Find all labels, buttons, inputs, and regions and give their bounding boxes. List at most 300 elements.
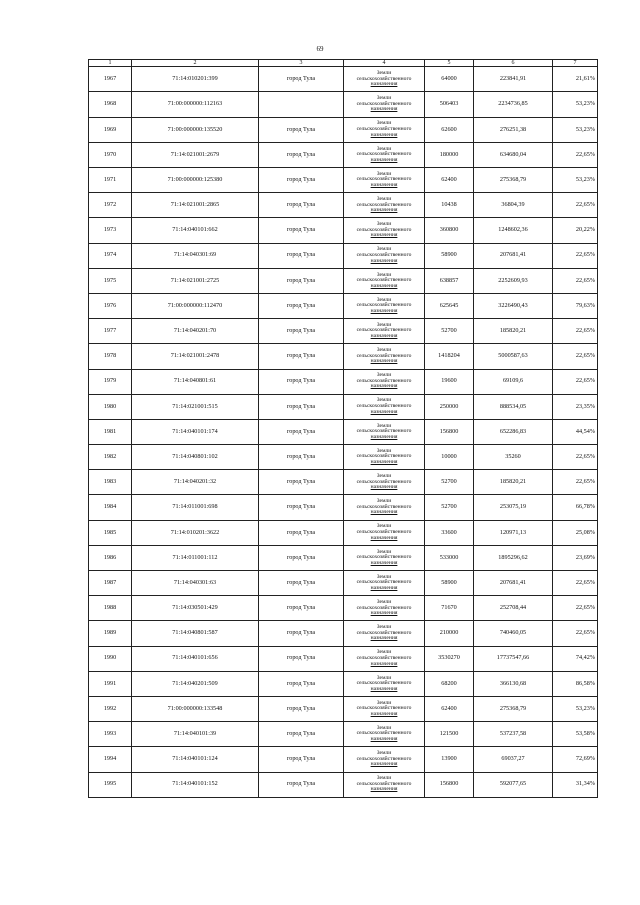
land-category-cell	[344, 495, 425, 520]
land-category-line: Земли	[376, 649, 392, 656]
area-cell: 62400	[425, 696, 474, 721]
cadastral-value-cell: 1248602,36	[474, 218, 553, 243]
cadastral-value-cell: 207681,41	[474, 243, 553, 268]
land-category-line: Земли	[376, 523, 392, 530]
land-category-line: назначения	[370, 736, 398, 743]
cadastral-value-cell: 36804,39	[474, 193, 553, 218]
area-cell: 210000	[425, 621, 474, 646]
cadastral-value-cell: 592077,65	[474, 772, 553, 797]
land-category-cell	[344, 344, 425, 369]
cadastral-number-cell: 71:14:021001:2865	[132, 193, 259, 218]
cadastral-number-cell: 71:14:040301:69	[132, 243, 259, 268]
land-category-line: назначения	[370, 106, 398, 113]
row-number-cell: 1968	[89, 92, 132, 117]
cadastral-value-cell: 69109,6	[474, 369, 553, 394]
table-row	[89, 117, 598, 142]
land-category-line: Земли	[376, 573, 392, 580]
land-category-line: назначения	[370, 282, 398, 289]
location-cell: город Тула	[259, 495, 344, 520]
percentage-cell: 22,65%	[553, 268, 598, 293]
cadastral-value-cell: 17737547,66	[474, 646, 553, 671]
land-category-line: сельскохозяйственного	[356, 251, 412, 258]
table-row	[89, 646, 598, 671]
land-category-cell	[344, 142, 425, 167]
area-cell: 156800	[425, 772, 474, 797]
land-category-line: назначения	[370, 207, 398, 214]
location-cell	[259, 92, 344, 117]
location-cell: город Тула	[259, 268, 344, 293]
cadastral-value-cell: 634680,04	[474, 142, 553, 167]
cadastral-number-cell: 71:14:040101:656	[132, 646, 259, 671]
table-row	[89, 722, 598, 747]
cadastral-number-cell: 71:00:000000:125380	[132, 168, 259, 193]
land-category-cell	[344, 268, 425, 293]
land-category-line: Земли	[376, 624, 392, 631]
land-category-line: назначения	[370, 685, 398, 692]
cadastral-number-cell: 71:14:011001:112	[132, 545, 259, 570]
land-category-line: сельскохозяйственного	[356, 428, 412, 435]
row-number-cell: 1988	[89, 596, 132, 621]
land-category-line: Земли	[376, 170, 392, 177]
cadastral-value-cell: 740460,05	[474, 621, 553, 646]
land-category-line: сельскохозяйственного	[356, 780, 412, 787]
row-number-cell: 1989	[89, 621, 132, 646]
area-cell: 121500	[425, 722, 474, 747]
row-number-cell: 1973	[89, 218, 132, 243]
location-cell: город Тула	[259, 671, 344, 696]
row-number-cell: 1981	[89, 419, 132, 444]
table-row	[89, 218, 598, 243]
table-row	[89, 92, 598, 117]
area-cell: 13900	[425, 747, 474, 772]
location-cell: город Тула	[259, 344, 344, 369]
land-category-cell	[344, 571, 425, 596]
land-category-line: сельскохозяйственного	[356, 755, 412, 762]
land-category-line: сельскохозяйственного	[356, 226, 412, 233]
area-cell: 156800	[425, 419, 474, 444]
land-category-line: Земли	[376, 296, 392, 303]
percentage-cell: 21,61%	[553, 67, 598, 92]
land-category-cell	[344, 419, 425, 444]
land-category-line: назначения	[370, 333, 398, 340]
table-row	[89, 168, 598, 193]
land-category-cell	[344, 545, 425, 570]
cadastral-value-cell: 223841,91	[474, 67, 553, 92]
area-cell: 10438	[425, 193, 474, 218]
land-category-line: сельскохозяйственного	[356, 327, 412, 334]
table-row	[89, 495, 598, 520]
percentage-cell: 31,34%	[553, 772, 598, 797]
row-number-cell: 1972	[89, 193, 132, 218]
area-cell: 52700	[425, 495, 474, 520]
land-category-line: Земли	[376, 195, 392, 202]
percentage-cell: 66,78%	[553, 495, 598, 520]
area-cell: 33600	[425, 520, 474, 545]
land-category-line: назначения	[370, 484, 398, 491]
cadastral-value-cell: 185820,21	[474, 470, 553, 495]
header-row	[89, 60, 598, 67]
land-category-line: Земли	[376, 724, 392, 731]
land-category-line: сельскохозяйственного	[356, 100, 412, 107]
cadastral-number-cell: 71:14:021001:2725	[132, 268, 259, 293]
land-category-line: Земли	[376, 95, 392, 102]
land-category-cell	[344, 67, 425, 92]
percentage-cell: 23,69%	[553, 545, 598, 570]
table-row	[89, 696, 598, 721]
land-registry-table	[88, 59, 598, 798]
land-category-cell	[344, 646, 425, 671]
land-category-line: Земли	[376, 447, 392, 454]
table-row	[89, 470, 598, 495]
cadastral-value-cell: 252708,44	[474, 596, 553, 621]
percentage-cell: 22,65%	[553, 193, 598, 218]
location-cell: город Тула	[259, 747, 344, 772]
land-category-cell	[344, 394, 425, 419]
percentage-cell: 53,23%	[553, 168, 598, 193]
row-number-cell: 1982	[89, 445, 132, 470]
cadastral-value-cell: 366130,68	[474, 671, 553, 696]
percentage-cell: 22,65%	[553, 621, 598, 646]
row-number-cell: 1975	[89, 268, 132, 293]
area-cell: 180000	[425, 142, 474, 167]
cadastral-number-cell: 71:14:030501:429	[132, 596, 259, 621]
land-category-line: Земли	[376, 699, 392, 706]
cadastral-value-cell: 5000587,63	[474, 344, 553, 369]
cadastral-number-cell: 71:14:040201:509	[132, 671, 259, 696]
row-number-cell: 1995	[89, 772, 132, 797]
cadastral-value-cell: 35260	[474, 445, 553, 470]
table-row	[89, 142, 598, 167]
area-cell: 10000	[425, 445, 474, 470]
land-category-line: назначения	[370, 635, 398, 642]
cadastral-number-cell: 71:14:040101:174	[132, 419, 259, 444]
location-cell: город Тула	[259, 772, 344, 797]
table-row	[89, 621, 598, 646]
land-category-line: Земли	[376, 498, 392, 505]
percentage-cell: 20,22%	[553, 218, 598, 243]
table-row	[89, 319, 598, 344]
land-category-cell	[344, 772, 425, 797]
area-cell: 506403	[425, 92, 474, 117]
area-cell: 625645	[425, 293, 474, 318]
row-number-cell: 1992	[89, 696, 132, 721]
land-category-line: Земли	[376, 775, 392, 782]
table-row	[89, 747, 598, 772]
area-cell: 58900	[425, 243, 474, 268]
land-category-cell	[344, 218, 425, 243]
cadastral-number-cell: 71:14:021001:515	[132, 394, 259, 419]
percentage-cell: 22,65%	[553, 142, 598, 167]
row-number-cell: 1977	[89, 319, 132, 344]
land-category-line: сельскохозяйственного	[356, 403, 412, 410]
row-number-cell: 1970	[89, 142, 132, 167]
land-category-line: Земли	[376, 70, 392, 76]
cadastral-value-cell: 207681,41	[474, 571, 553, 596]
land-category-line: назначения	[370, 358, 398, 365]
cadastral-number-cell: 71:14:021001:2679	[132, 142, 259, 167]
land-category-line: Земли	[376, 221, 392, 228]
table-row	[89, 520, 598, 545]
area-cell: 52700	[425, 319, 474, 344]
land-category-line: сельскохозяйственного	[356, 503, 412, 510]
land-category-line: Земли	[376, 372, 392, 379]
table-row	[89, 445, 598, 470]
cadastral-number-cell: 71:14:040801:61	[132, 369, 259, 394]
page-number: 69	[316, 45, 324, 53]
percentage-cell: 53,58%	[553, 722, 598, 747]
row-number-cell: 1978	[89, 344, 132, 369]
land-category-line: назначения	[370, 660, 398, 667]
area-cell: 638857	[425, 268, 474, 293]
cadastral-number-cell: 71:14:040201:70	[132, 319, 259, 344]
percentage-cell: 22,65%	[553, 369, 598, 394]
land-category-line: Земли	[376, 397, 392, 404]
column-header-6: 6	[474, 60, 553, 67]
land-category-cell	[344, 193, 425, 218]
land-category-line: назначения	[370, 257, 398, 264]
row-number-cell: 1969	[89, 117, 132, 142]
row-number-cell: 1990	[89, 646, 132, 671]
land-category-cell	[344, 243, 425, 268]
percentage-cell: 44,54%	[553, 419, 598, 444]
land-category-cell	[344, 117, 425, 142]
location-cell: город Тула	[259, 621, 344, 646]
land-category-line: назначения	[370, 786, 398, 793]
location-cell: город Тула	[259, 445, 344, 470]
area-cell: 533000	[425, 545, 474, 570]
location-cell: город Тула	[259, 394, 344, 419]
area-cell: 58900	[425, 571, 474, 596]
cadastral-value-cell: 652286,83	[474, 419, 553, 444]
table-row	[89, 268, 598, 293]
cadastral-number-cell: 71:14:010201:399	[132, 67, 259, 92]
land-category-line: сельскохозяйственного	[356, 151, 412, 158]
cadastral-value-cell: 537237,58	[474, 722, 553, 747]
land-category-cell	[344, 621, 425, 646]
land-category-cell	[344, 168, 425, 193]
location-cell: город Тула	[259, 545, 344, 570]
land-category-line: сельскохозяйственного	[356, 125, 412, 132]
location-cell: город Тула	[259, 696, 344, 721]
land-category-line: сельскохозяйственного	[356, 352, 412, 359]
column-header-5: 5	[425, 60, 474, 67]
area-cell: 64000	[425, 67, 474, 92]
location-cell: город Тула	[259, 470, 344, 495]
table-row	[89, 67, 598, 92]
location-cell: город Тула	[259, 722, 344, 747]
land-category-line: Земли	[376, 750, 392, 757]
cadastral-number-cell: 71:00:000000:112470	[132, 293, 259, 318]
land-category-line: сельскохозяйственного	[356, 554, 412, 561]
cadastral-number-cell: 71:14:040201:32	[132, 470, 259, 495]
land-category-line: сельскохозяйственного	[356, 302, 412, 309]
land-category-cell	[344, 671, 425, 696]
land-category-cell	[344, 293, 425, 318]
land-category-line: назначения	[370, 761, 398, 768]
land-category-line: назначения	[370, 459, 398, 465]
row-number-cell: 1980	[89, 394, 132, 419]
location-cell: город Тула	[259, 193, 344, 218]
cadastral-number-cell: 71:14:040301:63	[132, 571, 259, 596]
table-row	[89, 243, 598, 268]
cadastral-number-cell: 71:14:010201:3622	[132, 520, 259, 545]
column-header-3: 3	[259, 60, 344, 67]
row-number-cell: 1991	[89, 671, 132, 696]
area-cell: 1418204	[425, 344, 474, 369]
percentage-cell: 22,65%	[553, 445, 598, 470]
land-category-cell	[344, 445, 425, 470]
cadastral-number-cell: 71:14:040801:102	[132, 445, 259, 470]
land-category-line: назначения	[370, 156, 398, 163]
cadastral-number-cell: 71:00:000000:112163	[132, 92, 259, 117]
percentage-cell: 22,65%	[553, 596, 598, 621]
cadastral-number-cell: 71:14:040101:662	[132, 218, 259, 243]
percentage-cell: 53,23%	[553, 117, 598, 142]
land-category-line: назначения	[370, 710, 398, 717]
table-row	[89, 671, 598, 696]
location-cell: город Тула	[259, 293, 344, 318]
land-category-line: сельскохозяйственного	[356, 277, 412, 284]
percentage-cell: 25,08%	[553, 520, 598, 545]
area-cell: 62600	[425, 117, 474, 142]
land-category-cell	[344, 319, 425, 344]
land-category-line: назначения	[370, 534, 398, 541]
table-row	[89, 571, 598, 596]
land-category-cell	[344, 520, 425, 545]
location-cell: город Тула	[259, 117, 344, 142]
location-cell: город Тула	[259, 168, 344, 193]
location-cell: город Тула	[259, 646, 344, 671]
row-number-cell: 1979	[89, 369, 132, 394]
location-cell: город Тула	[259, 596, 344, 621]
cadastral-value-cell: 2234736,85	[474, 92, 553, 117]
percentage-cell: 79,63%	[553, 293, 598, 318]
cadastral-value-cell: 69037,27	[474, 747, 553, 772]
land-category-line: Земли	[376, 120, 392, 127]
area-cell: 360800	[425, 218, 474, 243]
land-category-line: назначения	[370, 81, 398, 88]
land-category-line: сельскохозяйственного	[356, 528, 412, 535]
table-header	[89, 60, 598, 67]
cadastral-number-cell: 71:14:040101:124	[132, 747, 259, 772]
land-category-line: Земли	[376, 145, 392, 152]
table-row	[89, 545, 598, 570]
land-category-line: назначения	[370, 433, 398, 440]
land-category-line: сельскохозяйственного	[356, 377, 412, 384]
land-category-line: сельскохозяйственного	[356, 705, 412, 712]
location-cell: город Тула	[259, 319, 344, 344]
row-number-cell: 1994	[89, 747, 132, 772]
cadastral-value-cell: 1895296,62	[474, 545, 553, 570]
land-category-line: сельскохозяйственного	[356, 604, 412, 611]
row-number-cell: 1974	[89, 243, 132, 268]
percentage-cell: 22,65%	[553, 319, 598, 344]
percentage-cell: 22,65%	[553, 243, 598, 268]
land-category-line: назначения	[370, 232, 398, 239]
row-number-cell: 1987	[89, 571, 132, 596]
location-cell: город Тула	[259, 67, 344, 92]
cadastral-number-cell: 71:00:000000:133548	[132, 696, 259, 721]
land-category-line: Земли	[376, 548, 392, 555]
row-number-cell: 1986	[89, 545, 132, 570]
area-cell: 3530270	[425, 646, 474, 671]
land-category-line: Земли	[376, 674, 392, 681]
percentage-cell: 53,23%	[553, 92, 598, 117]
area-cell: 71670	[425, 596, 474, 621]
percentage-cell: 86,58%	[553, 671, 598, 696]
land-category-line: сельскохозяйственного	[356, 478, 412, 485]
land-category-line: Земли	[376, 246, 392, 253]
area-cell: 62400	[425, 168, 474, 193]
row-number-cell: 1993	[89, 722, 132, 747]
location-cell: город Тула	[259, 369, 344, 394]
percentage-cell: 74,42%	[553, 646, 598, 671]
cadastral-number-cell: 71:14:021001:2478	[132, 344, 259, 369]
land-category-line: Земли	[376, 598, 392, 605]
table-row	[89, 193, 598, 218]
area-cell: 52700	[425, 470, 474, 495]
land-category-cell	[344, 470, 425, 495]
cadastral-number-cell: 71:00:000000:135520	[132, 117, 259, 142]
table-body	[89, 67, 598, 797]
area-cell: 19600	[425, 369, 474, 394]
table-row	[89, 772, 598, 797]
land-category-line: Земли	[376, 422, 392, 429]
row-number-cell: 1985	[89, 520, 132, 545]
land-category-line: сельскохозяйственного	[356, 453, 412, 460]
column-header-1: 1	[89, 60, 132, 67]
location-cell: город Тула	[259, 571, 344, 596]
land-category-line: сельскохозяйственного	[356, 201, 412, 208]
land-category-line: назначения	[370, 131, 398, 138]
percentage-cell: 22,65%	[553, 344, 598, 369]
column-header-4: 4	[344, 60, 425, 67]
table-row	[89, 293, 598, 318]
land-category-line: сельскохозяйственного	[356, 629, 412, 636]
cadastral-number-cell: 71:14:040801:587	[132, 621, 259, 646]
percentage-cell: 23,35%	[553, 394, 598, 419]
table-row	[89, 596, 598, 621]
location-cell: город Тула	[259, 419, 344, 444]
area-cell: 68200	[425, 671, 474, 696]
percentage-cell: 53,23%	[553, 696, 598, 721]
land-category-line: Земли	[376, 347, 392, 354]
land-category-cell	[344, 92, 425, 117]
cadastral-value-cell: 275368,79	[474, 168, 553, 193]
land-category-line: сельскохозяйственного	[356, 730, 412, 737]
land-category-line: назначения	[370, 584, 398, 591]
land-category-cell	[344, 696, 425, 721]
land-category-cell	[344, 596, 425, 621]
row-number-cell: 1976	[89, 293, 132, 318]
cadastral-number-cell: 71:14:011001:698	[132, 495, 259, 520]
percentage-cell: 72,69%	[553, 747, 598, 772]
land-category-line: Земли	[376, 473, 392, 479]
table-row	[89, 344, 598, 369]
cadastral-value-cell: 276251,38	[474, 117, 553, 142]
percentage-cell: 22,65%	[553, 571, 598, 596]
cadastral-value-cell: 120971,13	[474, 520, 553, 545]
land-category-line: Земли	[376, 321, 392, 328]
table-row	[89, 394, 598, 419]
table-row	[89, 419, 598, 444]
land-category-cell	[344, 722, 425, 747]
land-category-line: назначения	[370, 383, 398, 390]
land-category-cell	[344, 747, 425, 772]
land-category-line: сельскохозяйственного	[356, 654, 412, 661]
land-category-line: назначения	[370, 559, 398, 566]
row-number-cell: 1984	[89, 495, 132, 520]
